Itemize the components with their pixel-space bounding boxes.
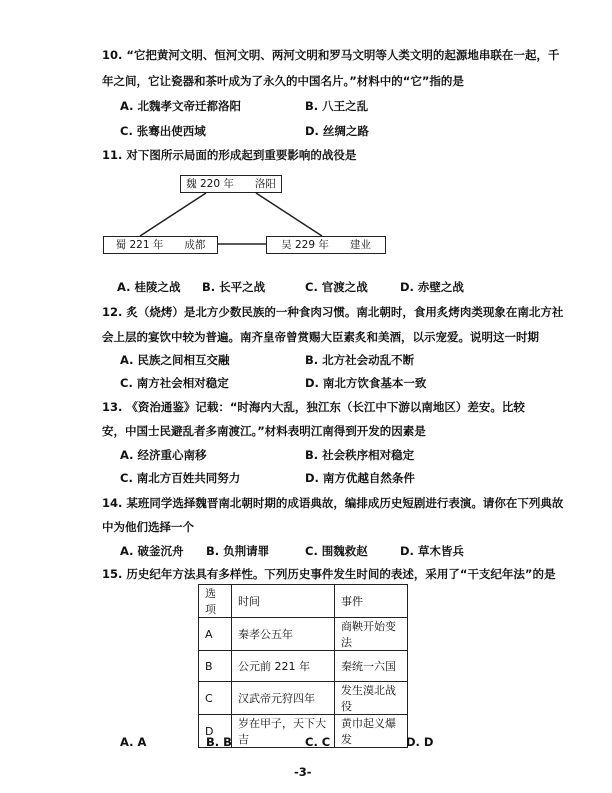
q10-option-c: C. 张骞出使西域	[120, 124, 206, 138]
q10-stem-line2: 年之间，它让瓷器和茶叶成为了永久的中国名片。”材料中的“它”指的是	[102, 74, 464, 88]
q10-option-b: B. 八王之乱	[305, 99, 369, 113]
table-cell: A	[199, 618, 232, 651]
q14-option-d: D. 草木皆兵	[400, 544, 464, 558]
q15-option-b: B. B	[206, 735, 232, 749]
q12-stem-line1: 12. 炙（烧烤）是北方少数民族的一种食肉习惯。南北朝时，食用炙烤肉类现象在南北方社	[102, 305, 564, 319]
q11-option-c: C. 官渡之战	[305, 280, 368, 294]
table-cell: D	[199, 715, 232, 748]
table-header: 时间	[232, 585, 335, 618]
q12-option-c: C. 南方社会相对稳定	[120, 376, 229, 390]
q12-option-b: B. 北方社会动乱不断	[305, 353, 415, 367]
table-cell: 发生漠北战役	[335, 682, 408, 715]
q11-option-a: A. 桂陵之战	[117, 280, 181, 294]
q13-stem-line1: 13. 《资治通鉴》记载：“时海内大乱，独江东（长江中下游以南地区）差安。比较	[102, 400, 525, 414]
q12-option-a: A. 民族之间相互交融	[120, 353, 230, 367]
q13-option-c: C. 南北方百姓共同努力	[120, 471, 241, 485]
q14-option-b: B. 负荆请罪	[206, 544, 270, 558]
table-cell: 岁在甲子，天下大吉	[232, 715, 335, 748]
q13-option-a: A. 经济重心南移	[120, 448, 207, 462]
shu-kingdom-box: 蜀 221 年 成都	[103, 236, 218, 254]
table-cell: 黄巾起义爆发	[335, 715, 408, 748]
table-cell: 汉武帝元狩四年	[232, 682, 335, 715]
q15-option-c: C. C	[305, 735, 331, 749]
q10-stem-line1: 10. “它把黄河文明、恒河文明、两河文明和罗马文明等人类文明的起源地串联在一起，千	[102, 48, 560, 62]
table-cell: 公元前 221 年	[232, 651, 335, 682]
table-header: 选项	[199, 585, 232, 618]
q14-stem-line2: 中为他们选择一个	[102, 520, 194, 534]
q14-stem-line1: 14. 某班同学选择魏晋南北朝时期的成语典故，编排成历史短剧进行表演。请你在下列典故	[102, 496, 564, 510]
q10-option-a: A. 北魏孝文帝迁都洛阳	[120, 99, 241, 113]
table-header-row	[199, 585, 408, 618]
table-row	[199, 618, 408, 651]
table-row	[199, 682, 408, 715]
table-header: 事件	[335, 585, 408, 618]
page-number: -3-	[294, 765, 312, 779]
q14-option-a: A. 破釜沉舟	[120, 544, 184, 558]
q11-option-d: D. 赤壁之战	[400, 280, 464, 294]
q13-stem-line2: 安，中国士民避乱者多南渡江。”材料表明江南得到开发的因素是	[102, 424, 426, 438]
table-cell: 秦孝公五年	[232, 618, 335, 651]
q11-option-b: B. 长平之战	[202, 280, 266, 294]
table-cell: 秦统一六国	[335, 651, 408, 682]
q10-option-d: D. 丝绸之路	[305, 124, 369, 138]
table-cell: C	[199, 682, 232, 715]
q15-option-a: A. A	[120, 735, 147, 749]
q12-stem-line2: 会上层的宴饮中较为普遍。南齐皇帝曾赏赐大臣素炙和美酒，以示宠爱。说明这一时期	[102, 330, 539, 344]
q15-table	[198, 584, 408, 748]
q15-stem: 15. 历史纪年方法具有多样性。下列历史事件发生时间的表述，采用了“干支纪年法”的是	[102, 567, 556, 581]
table-cell: 商鞅开始变法	[335, 618, 408, 651]
wei-kingdom-box: 魏 220 年 洛阳	[180, 175, 282, 193]
q14-option-c: C. 围魏救赵	[305, 544, 368, 558]
table-cell: B	[199, 651, 232, 682]
q15-option-d: D. D	[406, 735, 434, 749]
q13-option-d: D. 南方优越自然条件	[305, 471, 415, 485]
q13-option-b: B. 社会秩序相对稳定	[305, 448, 415, 462]
q11-stem: 11. 对下图所示局面的形成起到重要影响的战役是	[102, 148, 357, 162]
q12-option-d: D. 南北方饮食基本一致	[305, 376, 427, 390]
table-row	[199, 651, 408, 682]
wu-kingdom-box: 吴 229 年 建业	[266, 236, 386, 254]
